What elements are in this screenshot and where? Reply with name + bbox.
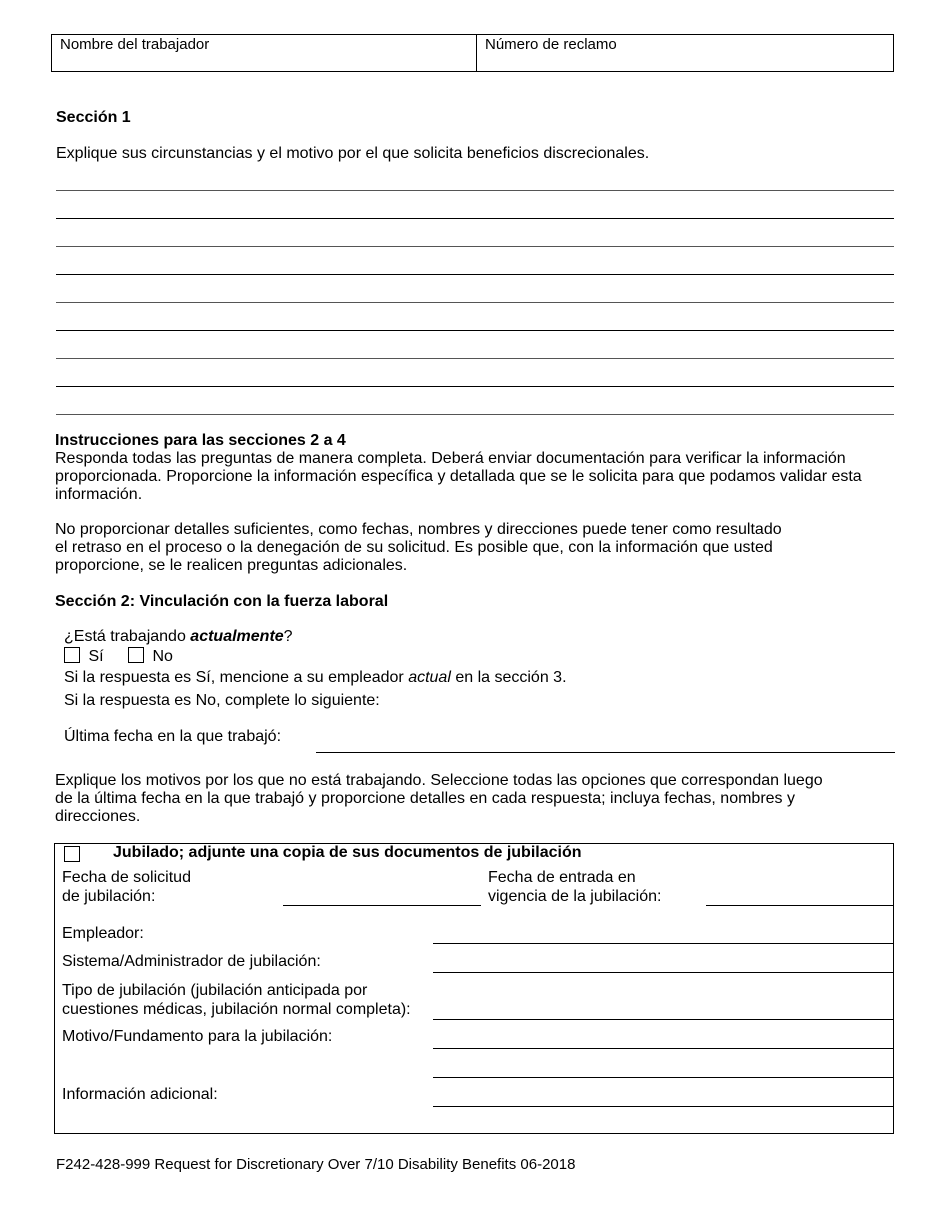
text-line: información. xyxy=(55,486,143,503)
instructions-paragraph-2 xyxy=(55,521,782,575)
retirement-reason-input-line[interactable] xyxy=(433,1077,894,1078)
retirement-type-input-line[interactable] xyxy=(433,1019,894,1020)
label-line: vigencia de la jubilación: xyxy=(488,888,662,905)
section1-prompt: Explique sus circunstancias y el motivo por el que solicita beneficios discrecionales. xyxy=(56,145,650,162)
header-table xyxy=(51,34,894,72)
question-suffix: ? xyxy=(283,628,293,645)
text-line: proporcionada. Proporcione la información específica y detallada que se le solicita para que podamos validar esta xyxy=(55,468,862,485)
answer-line[interactable] xyxy=(56,358,894,359)
worker-name-label: Nombre del trabajador xyxy=(60,36,210,53)
label-line: Fecha de solicitud xyxy=(62,869,191,886)
section2-title: Sección 2: Vinculación con la fuerza laboral xyxy=(55,593,389,610)
label-line: Fecha de entrada en xyxy=(488,869,636,886)
section1-title: Sección 1 xyxy=(56,109,131,126)
retirement-system-label: Sistema/Administrador de jubilación: xyxy=(62,953,321,970)
employer-input-line[interactable] xyxy=(433,943,894,944)
answer-line[interactable] xyxy=(56,330,894,331)
additional-info-label: Información adicional: xyxy=(62,1086,218,1103)
retirement-type-label xyxy=(62,981,411,1019)
no-label: No xyxy=(152,648,173,665)
additional-info-input-line[interactable] xyxy=(433,1106,894,1107)
working-options xyxy=(64,647,173,666)
reasons-paragraph xyxy=(55,772,823,826)
worker-name-field[interactable] xyxy=(52,35,477,71)
yes-checkbox[interactable] xyxy=(64,647,80,663)
question-emphasis: actualmente xyxy=(190,628,284,645)
retirement-system-input-line[interactable] xyxy=(433,972,894,973)
no-checkbox[interactable] xyxy=(128,647,144,663)
instructions-title: Instrucciones para las secciones 2 a 4 xyxy=(55,432,346,449)
retired-checkbox[interactable] xyxy=(64,846,80,862)
employer-label: Empleador: xyxy=(62,925,144,942)
answer-line[interactable] xyxy=(56,414,894,415)
text-line: de la última fecha en la que trabajó y proporcione detalles en cada respuesta; incluya fechas, nombres y xyxy=(55,790,795,807)
if-yes-text: Si la respuesta es Sí, mencione a su empleador xyxy=(64,669,409,686)
retired-box xyxy=(54,843,894,1134)
yes-label: Sí xyxy=(88,648,104,665)
claim-number-label: Número de reclamo xyxy=(485,36,617,53)
retirement-reason-input-line[interactable] xyxy=(433,1048,894,1049)
claim-number-field[interactable] xyxy=(477,35,625,71)
text-line: proporcione, se le realicen preguntas adicionales. xyxy=(55,557,408,574)
application-date-input-line[interactable] xyxy=(283,905,481,906)
text-line: direcciones. xyxy=(55,808,141,825)
effective-date-input-line[interactable] xyxy=(706,905,894,906)
application-date-label xyxy=(62,868,191,906)
form-footer: F242-428-999 Request for Discretionary Over 7/10 Disability Benefits 06-2018 xyxy=(56,1156,576,1173)
working-question xyxy=(64,628,293,646)
if-no-instruction: Si la respuesta es No, complete lo siguiente: xyxy=(64,692,380,709)
label-line: cuestiones médicas, jubilación normal completa): xyxy=(62,1001,411,1018)
last-date-input-line[interactable] xyxy=(316,752,895,753)
instructions-paragraph-1 xyxy=(55,450,862,504)
last-date-label: Última fecha en la que trabajó: xyxy=(64,728,282,745)
answer-line[interactable] xyxy=(56,218,894,219)
answer-line[interactable] xyxy=(56,302,894,303)
label-line: Tipo de jubilación (jubilación anticipada por xyxy=(62,982,368,999)
answer-line[interactable] xyxy=(56,190,894,191)
if-yes-instruction xyxy=(64,669,567,687)
if-yes-suffix: en la sección 3. xyxy=(450,669,567,686)
retirement-reason-label: Motivo/Fundamento para la jubilación: xyxy=(62,1028,333,1045)
text-line: Explique los motivos por los que no está trabajando. Seleccione todas las opciones que correspondan luego xyxy=(55,772,823,789)
question-text: ¿Está trabajando xyxy=(64,628,191,645)
text-line: No proporcionar detalles suficientes, como fechas, nombres y direcciones puede tener como resultado xyxy=(55,521,782,538)
answer-line[interactable] xyxy=(56,386,894,387)
if-yes-emphasis: actual xyxy=(408,669,451,686)
text-line: Responda todas las preguntas de manera completa. Deberá enviar documentación para verificar la información xyxy=(55,450,846,467)
answer-line[interactable] xyxy=(56,274,894,275)
answer-line[interactable] xyxy=(56,246,894,247)
effective-date-label xyxy=(488,868,661,906)
text-line: el retraso en el proceso o la denegación de su solicitud. Es posible que, con la información que usted xyxy=(55,539,773,556)
label-line: de jubilación: xyxy=(62,888,156,905)
retired-title: Jubilado; adjunte una copia de sus documentos de jubilación xyxy=(113,844,582,861)
